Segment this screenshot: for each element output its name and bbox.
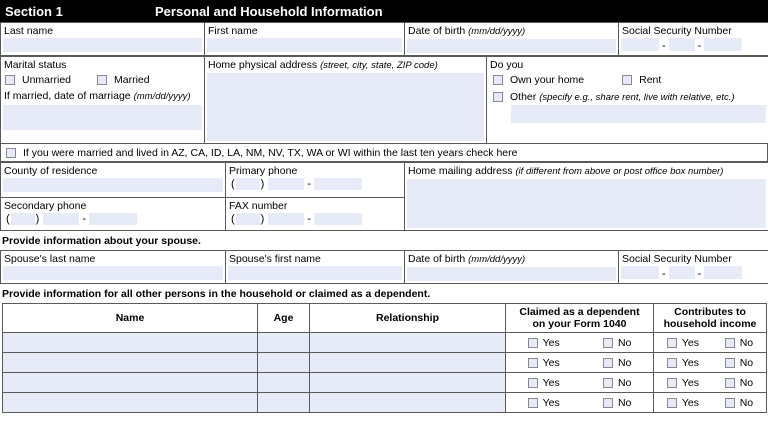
dependent-contributes-cell — [654, 353, 767, 373]
ssn-label: Social Security Number — [622, 25, 732, 37]
personal-info-row — [0, 22, 768, 56]
primary-phone-prefix-input[interactable] — [268, 178, 304, 190]
contributes-no-checkbox[interactable] — [725, 378, 735, 388]
dependent-age-input[interactable] — [258, 333, 310, 353]
dependent-relationship-input[interactable] — [310, 373, 506, 393]
primary-phone-cell — [226, 163, 405, 198]
spouse-dob-text: Date of birth — [408, 253, 466, 265]
dependent-name-input[interactable] — [3, 353, 258, 373]
date-of-marriage-text: If married, date of marriage — [4, 90, 131, 102]
spouse-last-name-label: Spouse's last name — [4, 253, 96, 265]
claimed-yes-checkbox[interactable] — [528, 358, 538, 368]
dependent-relationship-input[interactable] — [310, 353, 506, 373]
spouse-note: Provide information about your spouse. — [2, 235, 201, 247]
home-physical-address-hint: (street, city, state, ZIP code) — [320, 60, 438, 71]
home-mailing-address-label — [405, 163, 768, 178]
dependent-age-input[interactable] — [258, 353, 310, 373]
marital-status-cell — [1, 57, 205, 144]
claimed-yes-checkbox[interactable] — [528, 398, 538, 408]
other-hint: (specify e.g., share rent, live with relative, etc.) — [539, 92, 735, 103]
other-label — [510, 91, 735, 103]
secondary-phone-dash: - — [82, 213, 87, 226]
dependent-contributes-cell — [654, 393, 767, 413]
spouse-ssn-group — [619, 265, 768, 281]
fax-dash: - — [307, 213, 312, 226]
primary-phone-area-input[interactable] — [236, 178, 260, 190]
secondary-phone-label: Secondary phone — [4, 200, 87, 213]
date-of-birth-text: Date of birth — [408, 25, 466, 37]
table-row — [3, 393, 767, 413]
fax-line-input[interactable] — [314, 213, 362, 225]
secondary-phone-group — [1, 212, 225, 227]
claimed-yes-label: Yes — [542, 336, 560, 349]
dependent-contributes-cell — [654, 373, 767, 393]
spouse-ssn-dash-2: - — [697, 268, 702, 280]
spouse-date-of-birth-label — [405, 251, 618, 266]
last-name-label: Last name — [4, 25, 54, 37]
claimed-yes-label: Yes — [542, 376, 560, 389]
spouse-first-name-input[interactable] — [228, 266, 402, 280]
claimed-no-checkbox[interactable] — [603, 378, 613, 388]
dependent-claimed-cell — [506, 373, 654, 393]
claimed-no-checkbox[interactable] — [603, 338, 613, 348]
own-your-home-checkbox[interactable] — [493, 75, 503, 85]
date-of-birth-input[interactable] — [407, 39, 616, 53]
dependent-name-input[interactable] — [3, 333, 258, 353]
section-header — [0, 0, 768, 22]
claimed-yes-checkbox[interactable] — [528, 378, 538, 388]
dependent-name-input[interactable] — [3, 373, 258, 393]
secondary-phone-prefix-input[interactable] — [43, 213, 79, 225]
ssn-part2-input[interactable] — [669, 38, 695, 51]
dependent-claimed-cell — [506, 393, 654, 413]
home-mailing-address-hint: (if different from above or post office box number) — [515, 166, 724, 177]
contributes-no-label: No — [739, 376, 754, 389]
home-physical-address-cell[interactable] — [205, 57, 487, 144]
secondary-phone-paren-close: ) — [35, 213, 40, 226]
spouse-first-name-cell[interactable] — [226, 251, 405, 284]
marital-status-label: Marital status — [4, 59, 67, 71]
ssn-part1-input[interactable] — [621, 38, 659, 51]
ssn-part3-input[interactable] — [704, 38, 742, 51]
fax-paren-close: ) — [260, 213, 265, 226]
column-header-age: Age — [258, 304, 310, 333]
dependent-claimed-cell — [506, 333, 654, 353]
contributes-line-2: household income — [663, 318, 757, 330]
column-header-relationship: Relationship — [310, 304, 506, 333]
home-physical-address-input[interactable] — [207, 73, 484, 141]
contributes-yes-label: Yes — [681, 396, 699, 409]
primary-phone-paren-open: ( — [231, 178, 235, 190]
ssn-group — [619, 37, 768, 53]
claimed-no-label: No — [617, 356, 632, 369]
claimed-no-label: No — [617, 336, 632, 349]
home-physical-address-text: Home physical address — [208, 59, 318, 71]
home-mailing-address-input[interactable] — [407, 179, 766, 228]
ssn-cell[interactable] — [619, 23, 768, 56]
other-text: Other — [510, 91, 537, 103]
contributes-yes-label: Yes — [681, 336, 699, 349]
other-specify-input[interactable] — [511, 105, 766, 123]
first-name-label: First name — [208, 25, 258, 37]
home-mailing-address-text: Home mailing address — [408, 165, 513, 177]
secondary-phone-area-input[interactable] — [11, 213, 35, 225]
first-name-cell[interactable] — [205, 23, 405, 56]
section-number: Section 1 — [5, 3, 63, 19]
claimed-no-checkbox[interactable] — [603, 398, 613, 408]
contributes-no-label: No — [739, 356, 754, 369]
last-name-cell[interactable] — [1, 23, 205, 56]
dependent-relationship-input[interactable] — [310, 333, 506, 353]
spouse-ssn-cell[interactable] — [619, 251, 768, 284]
fax-number-cell — [226, 198, 405, 231]
rent-checkbox[interactable] — [622, 75, 632, 85]
primary-phone-paren-close: ) — [260, 178, 265, 190]
spouse-first-name-label: Spouse's first name — [229, 253, 321, 265]
table-row — [3, 373, 767, 393]
fax-paren-open: ( — [231, 213, 235, 226]
community-property-checkbox[interactable] — [6, 148, 16, 158]
contributes-yes-checkbox[interactable] — [667, 358, 677, 368]
secondary-phone-paren-open: ( — [6, 213, 10, 226]
dependent-contributes-cell — [654, 333, 767, 353]
unmarried-checkbox[interactable] — [5, 75, 15, 85]
date-of-birth-cell[interactable] — [405, 23, 619, 56]
section-title: Personal and Household Information — [155, 3, 383, 19]
spouse-ssn-part2-input[interactable] — [669, 266, 695, 279]
own-your-home-label: Own your home — [510, 74, 585, 86]
spouse-ssn-dash-1: - — [662, 268, 666, 280]
rent-label: Rent — [639, 74, 662, 86]
dependent-claimed-cell — [506, 353, 654, 373]
date-of-marriage-hint: (mm/dd/yyyy) — [133, 91, 191, 102]
do-you-cell — [487, 57, 768, 144]
ssn-dash-1: - — [662, 40, 666, 52]
contributes-no-checkbox[interactable] — [725, 398, 735, 408]
claimed-line-1: Claimed as a dependent — [519, 306, 640, 318]
contributes-no-checkbox[interactable] — [725, 358, 735, 368]
household-note: Provide information for all other persons in the household or claimed as a dependent. — [2, 288, 431, 300]
spouse-date-of-birth-cell[interactable] — [405, 251, 619, 284]
dependents-table — [2, 303, 767, 413]
claimed-no-label: No — [617, 396, 632, 409]
spouse-info-row — [0, 250, 768, 284]
column-header-contributes-income — [654, 304, 767, 333]
secondary-phone-line-input[interactable] — [89, 213, 137, 225]
fax-area-input[interactable] — [236, 213, 260, 225]
spouse-date-of-birth-input[interactable] — [407, 267, 616, 281]
column-header-name: Name — [3, 304, 258, 333]
community-property-label: If you were married and lived in AZ, CA, ID, LA, NM, NV, TX, WA or WI within the last ten years check here — [23, 146, 518, 159]
table-row — [3, 353, 767, 373]
fax-number-group — [226, 212, 404, 227]
secondary-phone-cell — [1, 198, 226, 231]
home-mailing-address-cell[interactable] — [405, 163, 768, 231]
dependent-age-input[interactable] — [258, 393, 310, 413]
claimed-line-2: on your Form 1040 — [532, 318, 627, 330]
fax-number-label: FAX number — [229, 200, 288, 213]
dependent-name-input[interactable] — [3, 393, 258, 413]
last-name-input[interactable] — [3, 38, 202, 52]
primary-phone-dash: - — [307, 178, 312, 190]
spouse-last-name-input[interactable] — [3, 266, 223, 280]
contributes-yes-checkbox[interactable] — [667, 338, 677, 348]
spouse-ssn-part3-input[interactable] — [704, 266, 742, 279]
spouse-ssn-part1-input[interactable] — [621, 266, 659, 279]
first-name-input[interactable] — [207, 38, 402, 52]
married-label: Married — [114, 74, 150, 86]
dependent-relationship-input[interactable] — [310, 393, 506, 413]
home-physical-address-label — [205, 57, 486, 72]
date-of-marriage-input[interactable] — [3, 105, 202, 130]
unmarried-label: Unmarried — [22, 74, 72, 86]
contact-info-row — [0, 162, 768, 231]
date-of-birth-hint: (mm/dd/yyyy) — [468, 26, 526, 37]
claimed-no-label: No — [617, 376, 632, 389]
county-of-residence-input[interactable] — [3, 178, 223, 192]
ssn-dash-2: - — [697, 40, 702, 52]
contributes-no-checkbox[interactable] — [725, 338, 735, 348]
table-row — [3, 333, 767, 353]
claimed-yes-label: Yes — [542, 356, 560, 369]
primary-phone-line-input[interactable] — [314, 178, 362, 190]
do-you-label: Do you — [490, 59, 524, 71]
fax-prefix-input[interactable] — [268, 213, 304, 225]
spouse-dob-hint: (mm/dd/yyyy) — [468, 254, 526, 265]
claimed-no-checkbox[interactable] — [603, 358, 613, 368]
column-header-claimed-dependent — [506, 304, 654, 333]
dependent-age-input[interactable] — [258, 373, 310, 393]
marital-housing-row — [0, 56, 768, 144]
county-of-residence-label: County of residence — [4, 165, 98, 177]
community-property-row — [0, 144, 768, 162]
contributes-no-label: No — [739, 396, 754, 409]
contributes-yes-checkbox[interactable] — [667, 378, 677, 388]
claimed-yes-label: Yes — [542, 396, 560, 409]
contributes-yes-checkbox[interactable] — [667, 398, 677, 408]
date-of-marriage-label — [1, 86, 204, 103]
spouse-last-name-cell[interactable] — [1, 251, 226, 284]
claimed-yes-checkbox[interactable] — [528, 338, 538, 348]
spouse-ssn-label: Social Security Number — [622, 253, 732, 265]
date-of-birth-label — [405, 23, 618, 38]
primary-phone-group — [226, 177, 404, 192]
county-of-residence-cell[interactable] — [1, 163, 226, 198]
contributes-line-1: Contributes to — [674, 306, 746, 318]
dependents-header-row — [3, 304, 767, 333]
other-checkbox[interactable] — [493, 92, 503, 102]
contributes-yes-label: Yes — [681, 356, 699, 369]
primary-phone-label: Primary phone — [229, 165, 298, 177]
contributes-no-label: No — [739, 336, 754, 349]
married-checkbox[interactable] — [97, 75, 107, 85]
contributes-yes-label: Yes — [681, 376, 699, 389]
